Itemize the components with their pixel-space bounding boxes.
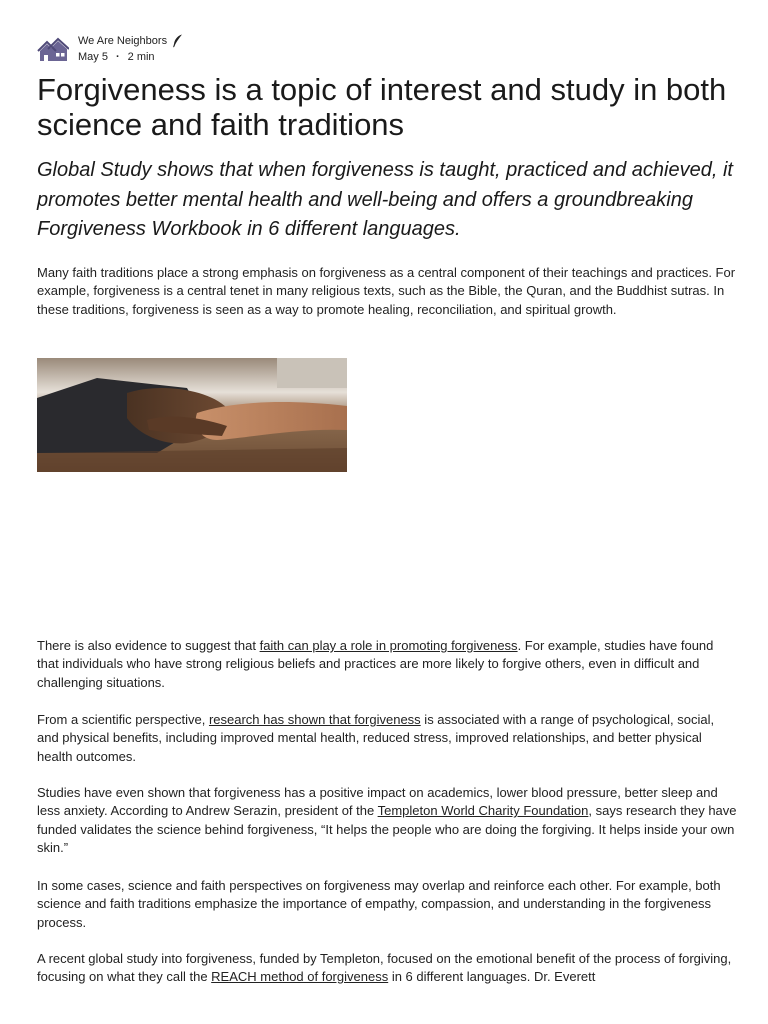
paragraph-6 xyxy=(37,950,737,987)
paragraph-3 xyxy=(37,711,737,766)
paragraph-3-text-b: is associated with a range of psychological, social, and physical benefits, including improved mental health, reduced stress, improved relationships, and better physical health outcomes. xyxy=(37,712,715,764)
post-date: May 5 xyxy=(78,51,108,63)
paragraph-2-text-a: There is also evidence to suggest that xyxy=(37,638,260,653)
research-forgiveness-link[interactable]: research has shown that forgiveness xyxy=(208,712,421,727)
paragraph-6-text-b: in 6 different languages. Dr. Everett xyxy=(388,969,596,985)
post-meta-row xyxy=(78,49,183,65)
author-header xyxy=(37,33,183,67)
paragraph-4-text-b: , says research they have funded validates the science behind forgiveness, “It helps the people who are doing the forgiving. It helps inside your own skin.” xyxy=(37,803,737,855)
author-name[interactable]: We Are Neighbors xyxy=(78,35,168,47)
paragraph-2-text-b: . For example, studies have found that individuals who have strong religious beliefs and practices are more likely to forgive others, even in difficult and challenging situations. xyxy=(37,638,714,690)
faith-forgiveness-link[interactable]: faith can play a role in promoting forgiveness xyxy=(259,638,518,653)
paragraph-2 xyxy=(37,637,737,692)
author-meta xyxy=(78,33,183,65)
paragraph-5: In some cases, science and faith perspectives on forgiveness may overlap and reinforce each other. For example, both science and faith traditions emphasize the importance of empathy, compassion, and understanding in the forgiveness process. xyxy=(37,878,721,930)
templeton-foundation-link[interactable]: Templeton World Charity Foundation xyxy=(377,803,589,819)
post-title: Forgiveness is a topic of interest and study in both science and faith traditions xyxy=(37,72,727,142)
post-subtitle: Global Study shows that when forgiveness is taught, practiced and achieved, it promotes better mental health and well-being and offers a groundbreaking Forgiveness Workbook in 6 different languages. xyxy=(37,159,733,240)
paragraph-4 xyxy=(37,784,737,857)
house-icon[interactable] xyxy=(37,35,69,67)
paragraph-4-text-a: Studies have even shown that forgiveness has a positive impact on academics, lower blood pressure, better sleep and less anxiety. According to Andrew Serazin, president of the xyxy=(37,785,718,819)
author-name-row xyxy=(78,33,183,49)
paragraph-1: Many faith traditions place a strong emphasis on forgiveness as a central component of their teachings and practices. For example, forgiveness is a central tenet in many religious texts, such as the Bible, the Quran, and the Buddhist sutras. In these traditions, forgiveness is seen as a way to promote healing, reconciliation, and spiritual growth. xyxy=(37,265,736,317)
read-time: 2 min xyxy=(127,51,155,63)
quill-icon xyxy=(171,34,183,48)
meta-separator-dot: · xyxy=(115,51,120,63)
reach-method-link[interactable]: REACH method of forgiveness xyxy=(211,969,389,985)
paragraph-3-text-a: From a scientific perspective, xyxy=(37,712,209,727)
paragraph-6-text-a: A recent global study into forgiveness, funded by Templeton, focused on the emotional benefit of the process of forgiving, focusing on what they call the xyxy=(37,951,732,985)
holding-hands-photo xyxy=(37,358,347,472)
